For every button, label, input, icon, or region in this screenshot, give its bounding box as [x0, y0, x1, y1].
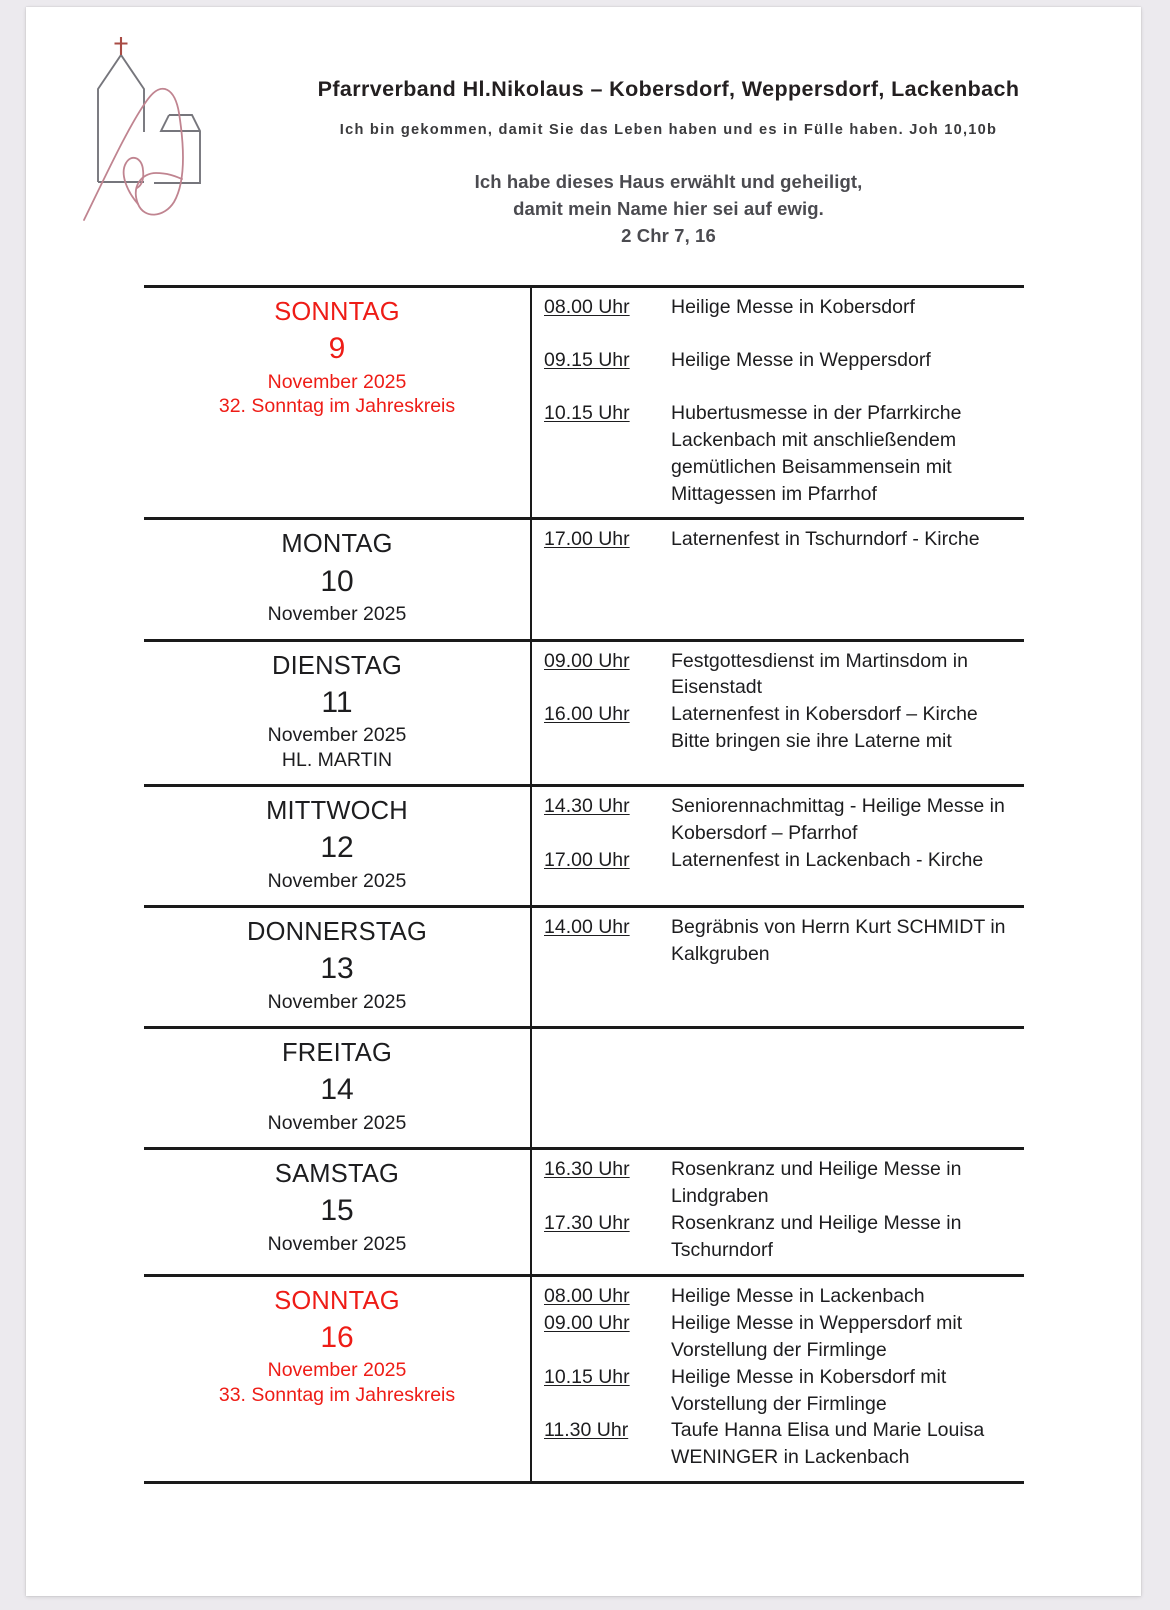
- event-entry: [544, 1156, 1020, 1210]
- header-scripture-verse: Ich bin gekommen, damit Sie das Leben haben und es in Fülle haben. Joh 10,10b: [339, 122, 998, 138]
- event-entry: [544, 701, 1020, 755]
- table-row: [144, 786, 1024, 907]
- church-logo: [76, 27, 206, 222]
- event-time: 10.15 Uhr: [544, 1365, 630, 1388]
- events-cell-mittwoch-12: [531, 786, 1024, 907]
- event-description: Rosenkranz und Heilige Messe in Lindgraben: [671, 1158, 962, 1208]
- event-description: Heilige Messe in Kobersdorf mit Vorstellung der Firmlinge: [671, 1365, 947, 1415]
- header-quote-line1: Ich habe dieses Haus erwählt und geheiligt,: [474, 171, 863, 192]
- day-month: November 2025: [267, 869, 407, 892]
- day-cell-freitag-14: [144, 1028, 531, 1149]
- event-time: 16.00 Uhr: [544, 703, 630, 726]
- event-description: Begräbnis von Herrn Kurt SCHMIDT in Kalkgruben: [671, 916, 1006, 966]
- event-description: Laternenfest in Lackenbach - Kirche: [671, 848, 984, 871]
- day-number: 15: [320, 1194, 354, 1228]
- table-row: [144, 1275, 1024, 1482]
- events-cell-dienstag-11: [531, 640, 1024, 786]
- events-cell-freitag-14: [531, 1028, 1024, 1149]
- day-number: 11: [321, 685, 353, 719]
- header-quote-line2: damit mein Name hier sei auf ewig.: [513, 198, 824, 220]
- events-cell-montag-10: [531, 519, 1024, 640]
- day-cell-mittwoch-12: [144, 786, 531, 907]
- event-description: Heilige Messe in Weppersdorf mit Vorstellung der Firmlinge: [671, 1311, 963, 1361]
- day-name: DIENSTAG: [271, 651, 403, 680]
- day-number: 13: [320, 952, 354, 986]
- day-number: 9: [328, 332, 346, 366]
- event-entry: [544, 1310, 1020, 1364]
- event-entry: [544, 648, 1020, 702]
- event-description: Seniorennachmittag - Heilige Messe in Kobersdorf – Pfarrhof: [671, 795, 1005, 845]
- event-time: 11.30 Uhr: [544, 1419, 629, 1442]
- event-description: Rosenkranz und Heilige Messe in Tschurndorf: [671, 1212, 962, 1262]
- day-month: November 2025: [267, 1232, 407, 1255]
- document-header: [26, 7, 1141, 265]
- events-cell-samstag-15: [531, 1149, 1024, 1276]
- day-extra-label: HL. MARTIN: [281, 748, 393, 771]
- day-month: November 2025: [267, 370, 407, 393]
- event-description: Heilige Messe in Kobersdorf: [671, 296, 915, 318]
- day-month: November 2025: [267, 1111, 407, 1134]
- header-quote-reference: 2 Chr 7, 16: [621, 225, 716, 247]
- day-month: November 2025: [267, 990, 407, 1013]
- event-entry: [544, 1283, 1020, 1310]
- event-entry: [544, 294, 1020, 321]
- day-name: DONNERSTAG: [246, 918, 428, 947]
- event-time: 17.00 Uhr: [544, 848, 630, 871]
- event-time: 16.30 Uhr: [544, 1158, 630, 1181]
- day-extra-label: 33. Sonntag im Jahreskreis: [218, 1384, 456, 1406]
- event-entry: [544, 793, 1020, 847]
- schedule-table: [144, 285, 1024, 1484]
- event-description: Laternenfest in Tschurndorf - Kirche: [671, 528, 980, 551]
- event-entry: [544, 1364, 1020, 1418]
- event-entry: [544, 347, 1020, 374]
- day-number: 14: [320, 1073, 354, 1107]
- page-title: Pfarrverband Hl.Nikolaus – Kobersdorf, Weppersdorf, Lackenbach: [317, 77, 1020, 101]
- day-number: 12: [320, 831, 354, 865]
- event-time: 17.30 Uhr: [544, 1212, 630, 1235]
- event-entry: [544, 1210, 1020, 1264]
- day-cell-samstag-15: [144, 1149, 531, 1276]
- event-time: 14.30 Uhr: [544, 795, 630, 818]
- event-time: 09.15 Uhr: [544, 348, 630, 371]
- table-row: [144, 907, 1024, 1028]
- event-description: Taufe Hanna Elisa und Marie Louisa WENINGER in Lackenbach: [671, 1419, 985, 1469]
- event-description: Heilige Messe in Weppersdorf: [671, 348, 931, 371]
- day-name: MONTAG: [281, 530, 393, 559]
- event-entry: [544, 526, 1020, 553]
- day-name: MITTWOCH: [266, 797, 408, 826]
- event-time: 08.00 Uhr: [544, 1284, 630, 1307]
- event-time: 09.00 Uhr: [544, 1311, 630, 1334]
- event-time: 17.00 Uhr: [544, 528, 630, 551]
- day-cell-donnerstag-13: [144, 907, 531, 1028]
- event-description: Laternenfest in Kobersdorf – Kirche Bitte bringen sie ihre Laterne mit: [671, 703, 978, 753]
- day-cell-sonntag-16: [144, 1275, 531, 1482]
- event-entry: [544, 847, 1020, 874]
- day-cell-dienstag-11: [144, 640, 531, 786]
- day-name: SONNTAG: [274, 1286, 400, 1315]
- header-quote: [216, 168, 1121, 250]
- event-description: Heilige Messe in Lackenbach: [671, 1284, 925, 1307]
- events-cell-donnerstag-13: [531, 907, 1024, 1028]
- day-number: 16: [320, 1321, 354, 1355]
- events-cell-sonntag-16: [531, 1275, 1024, 1482]
- event-entry: [544, 400, 1020, 508]
- table-row: [144, 640, 1024, 786]
- event-description: Festgottesdienst im Martinsdom in Eisenstadt: [671, 649, 968, 699]
- event-time: 09.00 Uhr: [544, 649, 630, 672]
- event-description: Hubertusmesse in der Pfarrkirche Lackenbach mit anschließendem gemütlichen Beisammensein mit Mittagessen im Pfarrhof: [671, 401, 962, 505]
- day-extra-label: 32. Sonntag im Jahreskreis: [218, 395, 456, 418]
- event-time: 14.00 Uhr: [544, 916, 630, 939]
- day-name: SONNTAG: [274, 298, 400, 326]
- day-cell-montag-10: [144, 519, 531, 640]
- day-month: November 2025: [267, 724, 407, 746]
- day-name: SAMSTAG: [274, 1160, 400, 1189]
- day-number: 10: [320, 564, 354, 598]
- day-name: FREITAG: [281, 1039, 392, 1068]
- events-cell-sonntag-9: [531, 287, 1024, 519]
- document-page: [26, 7, 1141, 1596]
- table-row: [144, 287, 1024, 519]
- event-time: 10.15 Uhr: [544, 401, 630, 424]
- day-month: November 2025: [267, 1359, 407, 1382]
- event-entry: [544, 1417, 1020, 1471]
- table-row: [144, 1149, 1024, 1276]
- event-time: 08.00 Uhr: [544, 296, 630, 318]
- table-row: [144, 1028, 1024, 1149]
- event-entry: [544, 914, 1020, 968]
- church-logo-icon: [76, 27, 206, 222]
- day-month: November 2025: [267, 602, 407, 625]
- table-row: [144, 519, 1024, 640]
- day-cell-sonntag-9: [144, 287, 531, 519]
